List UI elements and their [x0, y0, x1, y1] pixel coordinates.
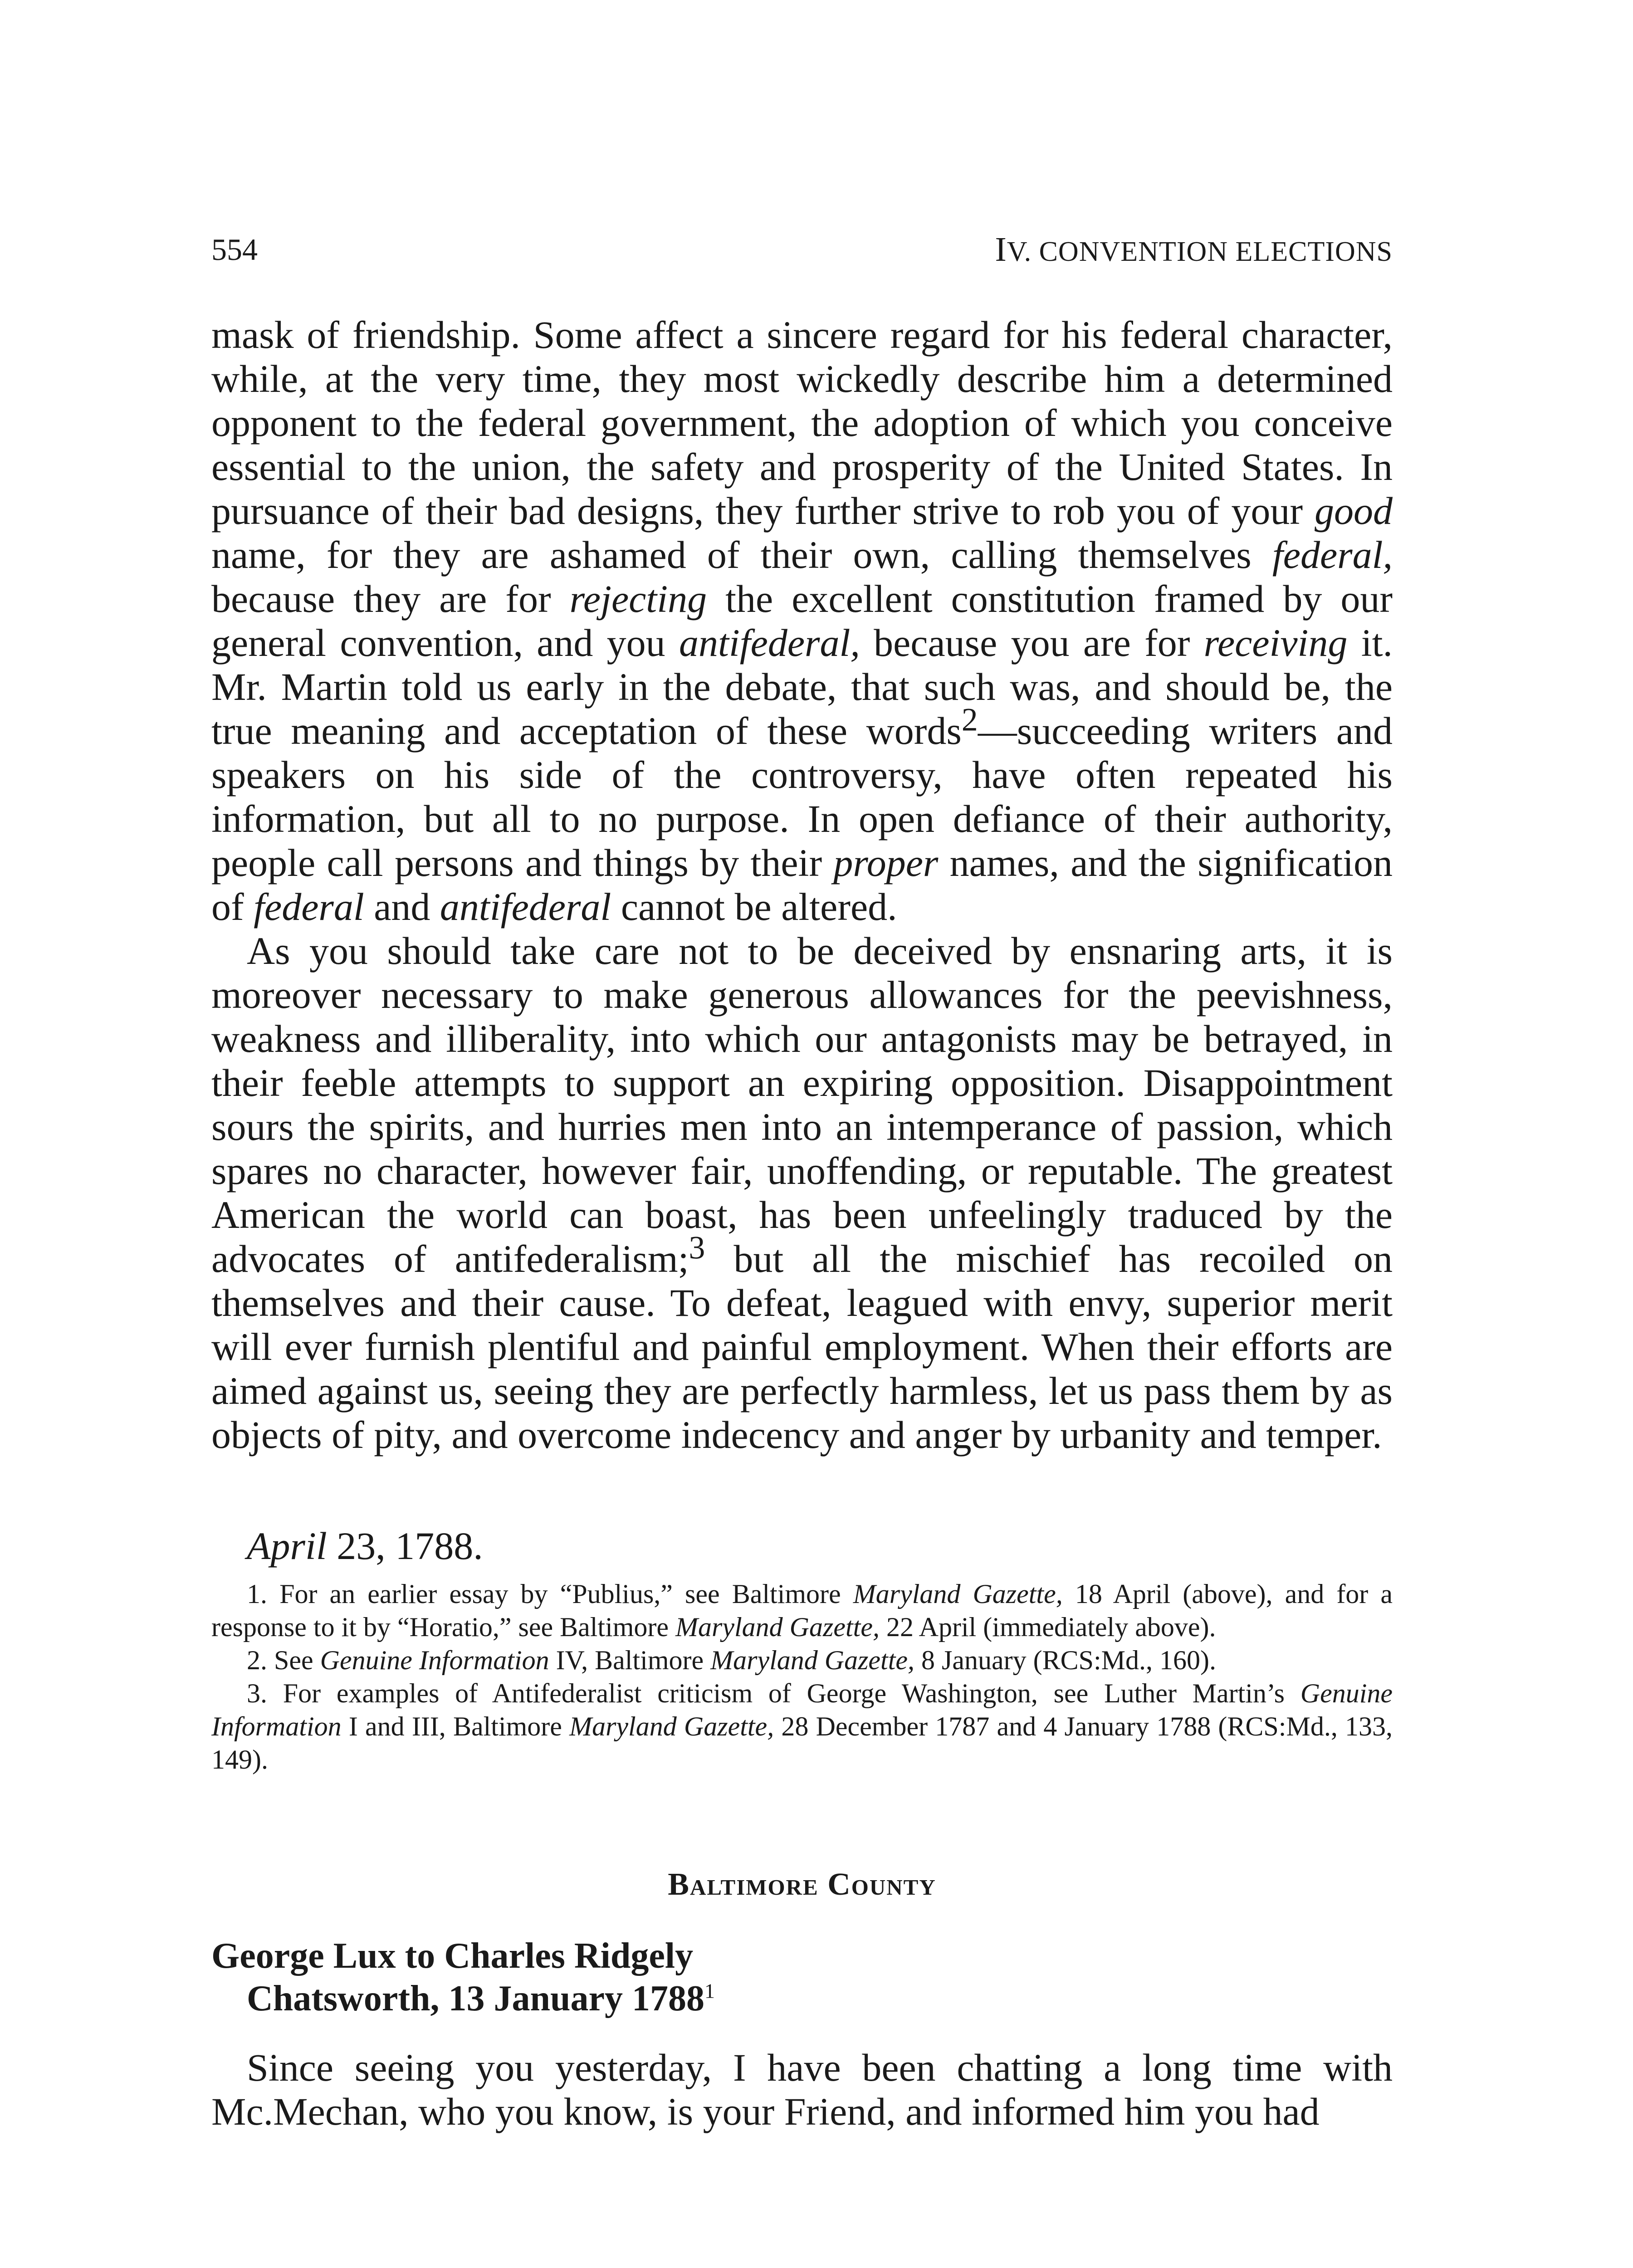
essay-dateline: April 23, 1788.: [247, 1524, 483, 1568]
document-title-line-1: George Lux to Charles Ridgely: [211, 1936, 694, 1976]
footnote-ref-3[interactable]: 3: [689, 1229, 705, 1266]
footnote-2: 2. See Genuine Information IV, Baltimore Maryland Gazette, 8 January (RCS:Md., 160).: [247, 1645, 1217, 1675]
footnotes: [211, 1578, 1393, 1776]
essay-paragraph-2: As you should take care not to be deceived by ensnaring arts, it is moreover necessary to make generous allowances for the peevishness, weakness and illiberality, into which our antagonists may be betrayed, in their feeble attempts to support an expiring opposition. Disappointment sours the spirits, and hurries men into an intemperance of passion, which spares no character, however fair, unoffending, or reputable. The greatest American the world can boast, has been unfeelingly traduced by the advocates of antifederalism;$^3$ but all the mischief has recoiled on themselves and their cause. To defeat, leagued with envy, superior merit will ever furnish plentiful and painful employment. When their efforts are aimed against us, seeing they are perfectly harmless, let us pass them by as objects of pity, and overcome indecency and anger by urbanity and temper.: [211, 929, 1393, 1457]
italic-term: good: [1315, 489, 1393, 533]
italic-term: proper: [833, 841, 939, 885]
italic-term: federal,: [1272, 533, 1393, 577]
essay-body: [211, 313, 1393, 1457]
page-number: 554: [211, 232, 258, 267]
italic-term: receiving: [1203, 621, 1348, 665]
running-head: [211, 227, 1393, 277]
document-title: [211, 1935, 1393, 2020]
essay-paragraph-1: mask of friendship. Some affect a sincere regard for his federal character, while, at the very time, they most wickedly describe him a determined opponent to the federal government, the adoption of which you conceive essential to the union, the safety and prosperity of the United States. In pursuance of their bad designs, they further strive to rob you of your good name, for they are ashamed of their own, calling themselves federal, because they are for rejecting the excellent constitution framed by our general convention, and you antifederal, because you are for receiving it. Mr. Martin told us early in the debate, that such was, and should be, the true meaning and acceptation of these words$^2$—succeeding writers and speakers on his side of the controversy, have often repeated his information, but all to no purpose. In open defiance of their authority, people call persons and things by their proper names, and the signification of federal and antifederal cannot be altered.: [211, 313, 1393, 929]
footnote-ref-2[interactable]: 2: [961, 701, 978, 738]
section-title: IV. CONVENTION ELECTIONS: [995, 230, 1393, 269]
italic-term: rejecting: [569, 577, 707, 621]
county-heading: Baltimore County: [668, 1867, 936, 1902]
document-title-line-2: Chatsworth, 13 January 1788$^1$: [247, 1979, 715, 2019]
italic-term: antifederal: [440, 885, 611, 929]
italic-term: antifederal,: [679, 621, 860, 665]
footnote-ref-1[interactable]: 1: [704, 1979, 715, 2003]
letter-paragraph: Since seeing you yesterday, I have been chatting a long time with Mc.Mechan, who you know, is your Friend, and informed him you had: [211, 2046, 1393, 2133]
footnote-1: 1. For an earlier essay by “Publius,” see Baltimore Maryland Gazette, 18 April (above), and for a response to it by “Horatio,” see Baltimore Maryland Gazette, 22 April (immediately above).: [211, 1579, 1393, 1642]
footnote-3: 3. For examples of Antifederalist criticism of George Washington, see Luther Martin’s Genuine Information I and III, Baltimore Maryland Gazette, 28 December 1787 and 4 January 1788 (RCS:Md., 133, 149).: [211, 1678, 1393, 1774]
italic-term: federal: [254, 885, 364, 929]
letter-body: [211, 2046, 1393, 2134]
